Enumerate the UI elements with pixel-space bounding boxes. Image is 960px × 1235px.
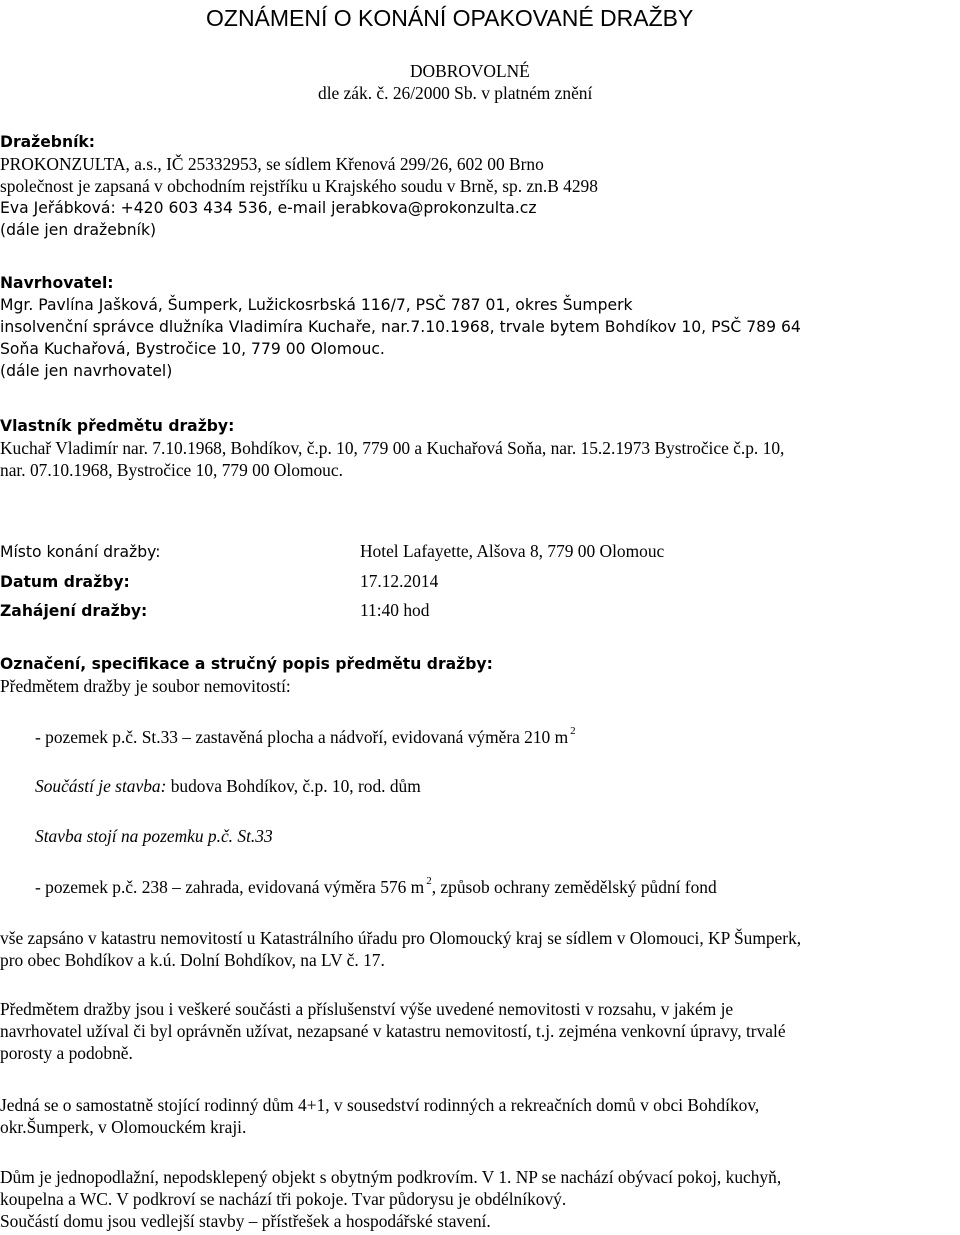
parts-line: navrhovatel užíval či byl oprávněn užívat, nezapsané v katastru nemovitostí, t.j. zejména venkovní úpravy, trvalé [0, 1021, 786, 1041]
building-value: budova Bohdíkov, č.p. 10, rod. dům [166, 776, 421, 796]
start-value: 11:40 hod [360, 600, 430, 620]
owner-line: Kuchař Vladimír nar. 7.10.1968, Bohdíkov, č.p. 10, 779 00 a Kuchařová Soňa, nar. 15.2.1973 Bystročice č.p. 10, [0, 438, 785, 458]
proposer-heading: Navrhovatel: [0, 274, 114, 292]
stands-on-line: Stavba stojí na pozemku p.č. St.33 [35, 826, 273, 846]
proposer-note: (dále jen navrhovatel) [0, 362, 173, 380]
parcel-2-superscript: 2 [426, 875, 432, 888]
venue-value: Hotel Lafayette, Alšova 8, 779 00 Olomouc [360, 541, 665, 561]
document-title: OZNÁMENÍ O KONÁNÍ OPAKOVANÉ DRAŽBY [206, 5, 694, 31]
subject-heading: Označení, specifikace a stručný popis předmětu dražby: [0, 655, 493, 673]
description-paragraph [0, 1166, 781, 1232]
auctioneer-section [0, 131, 598, 241]
parts-paragraph [0, 998, 786, 1064]
start-label: Zahájení dražby: [0, 602, 148, 620]
cadastre-paragraph [0, 927, 801, 971]
auctioneer-line: PROKONZULTA, a.s., IČ 25332953, se sídlem Křenová 299/26, 602 00 Brno [0, 154, 544, 174]
auctioneer-contact: Eva Jeřábková: +420 603 434 536, e-mail jerabkova@prokonzulta.cz [0, 199, 537, 217]
building-line [35, 775, 421, 797]
proposer-line: Soňa Kuchařová, Bystročice 10, 779 00 Olomouc. [0, 340, 385, 358]
cadastre-line: vše zapsáno v katastru nemovitostí u Katastrálního úřadu pro Olomoucký kraj se sídlem v Olomouci, KP Šumperk, [0, 928, 802, 948]
parts-line: Předmětem dražby jsou i veškeré součásti a příslušenství výše uvedené nemovitosti v rozsahu, v jakém je [0, 999, 734, 1019]
parcel-1-text: - pozemek p.č. St.33 – zastavěná plocha a nádvoří, evidovaná výměra 210 m [35, 727, 569, 747]
parcel-2-text: - pozemek p.č. 238 – zahrada, evidovaná výměra 576 m [35, 877, 425, 897]
house-line: okr.Šumperk, v Olomouckém kraji. [0, 1117, 247, 1137]
owner-heading: Vlastník předmětu dražby: [0, 417, 235, 435]
venue-label: Místo konání dražby: [0, 543, 161, 561]
building-label: Součástí je stavba: [35, 776, 167, 796]
parts-line: porosty a podobně. [0, 1043, 133, 1063]
auctioneer-heading: Dražebník: [0, 133, 96, 151]
date-value: 17.12.2014 [360, 571, 439, 591]
parcel-1-superscript: 2 [570, 725, 576, 738]
description-line: Součástí domu jsou vedlejší stavby – přístřešek a hospodářské stavení. [0, 1211, 491, 1231]
parcel-1 [35, 726, 576, 748]
subtitle-voluntary: DOBROVOLNÉ [410, 61, 530, 81]
proposer-section [0, 272, 801, 382]
description-line: Dům je jednopodlažní, nepodsklepený objekt s obytným podkrovím. V 1. NP se nachází obývací pokoj, kuchyň, [0, 1167, 782, 1187]
owner-line: nar. 07.10.1968, Bystročice 10, 779 00 Olomouc. [0, 460, 343, 480]
house-paragraph [0, 1094, 759, 1138]
auctioneer-line: společnost je zapsaná v obchodním rejstříku u Krajského soudu v Brně, sp. zn.B 4298 [0, 176, 598, 196]
date-label: Datum dražby: [0, 573, 130, 591]
description-line: koupelna a WC. V podkroví se nachází tři pokoje. Tvar půdorysu je obdélníkový. [0, 1189, 567, 1209]
subtitle-law: dle zák. č. 26/2000 Sb. v platném znění [318, 83, 593, 103]
cadastre-line: pro obec Bohdíkov a k.ú. Dolní Bohdíkov, na LV č. 17. [0, 950, 385, 970]
auctioneer-note: (dále jen dražebník) [0, 221, 157, 239]
proposer-line: insolvenční správce dlužníka Vladimíra Kuchaře, nar.7.10.1968, trvale bytem Bohdíkov 10, PSČ 789 64 [0, 318, 801, 336]
proposer-line: Mgr. Pavlína Jašková, Šumperk, Lužickosrbská 116/7, PSČ 787 01, okres Šumperk [0, 296, 633, 314]
parcel-2-rest: , způsob ochrany zemědělský půdní fond [431, 877, 717, 897]
owner-section [0, 415, 784, 481]
house-line: Jedná se o samostatně stojící rodinný dům 4+1, v sousedství rodinných a rekreačních domů v obci Bohdíkov, [0, 1095, 760, 1115]
parcel-2 [35, 876, 717, 898]
subject-intro: Předmětem dražby je soubor nemovitostí: [0, 676, 291, 696]
